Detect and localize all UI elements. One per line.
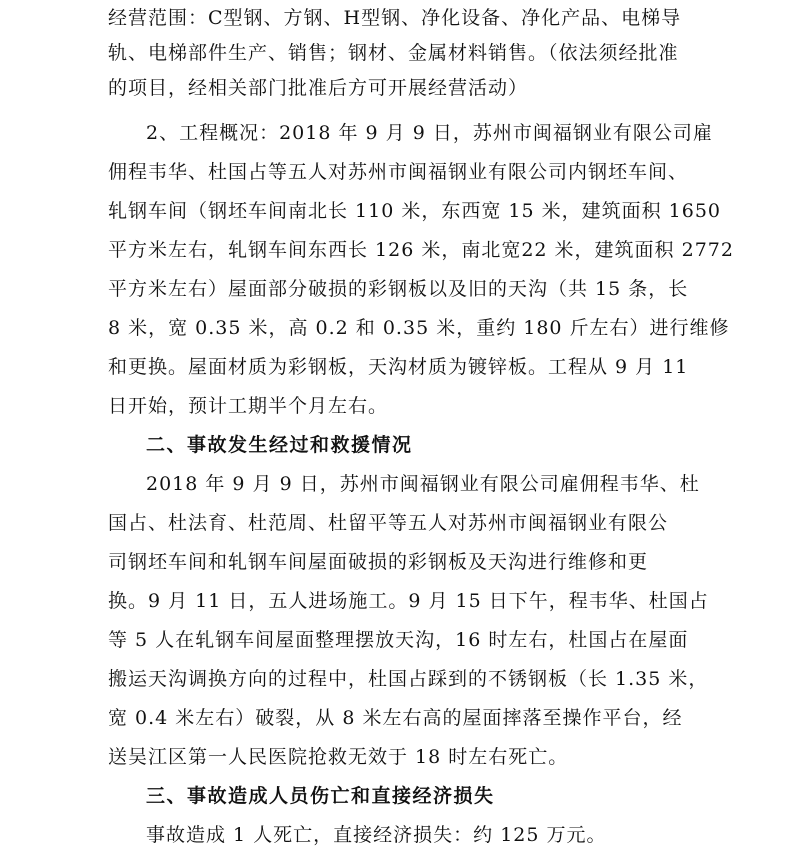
text-line: 司钢坯车间和轧钢车间屋面破损的彩钢板及天沟进行维修和更 — [108, 551, 649, 573]
text-line: 平方米左右）屋面部分破损的彩钢板以及旧的天沟（共 15 条，长 — [108, 278, 689, 300]
section-heading: 三、事故造成人员伤亡和直接经济损失 — [146, 785, 495, 807]
text-line: 国占、杜法育、杜范周、杜留平等五人对苏州市闽福钢业有限公 — [108, 512, 669, 534]
text-line: 宽 0.4 米左右）破裂，从 8 米左右高的屋面摔落至操作平台，经 — [108, 707, 683, 729]
text-line: 的项目，经相关部门批准后方可开展经营活动） — [108, 77, 529, 99]
text-line: 搬运天沟调换方向的过程中，杜国占踩到的不锈钢板（长 1.35 米， — [108, 668, 709, 690]
text-line: 事故造成 1 人死亡，直接经济损失：约 125 万元。 — [146, 824, 607, 846]
text-line: 等 5 人在轧钢车间屋面整理摆放天沟，16 时左右，杜国占在屋面 — [108, 629, 689, 651]
text-line: 佣程韦华、杜国占等五人对苏州市闽福钢业有限公司内钢坯车间、 — [108, 161, 689, 183]
text-line: 经营范围：C型钢、方钢、H型钢、净化设备、净化产品、电梯导 — [108, 7, 682, 29]
text-line: 平方米左右，轧钢车间东西长 126 米，南北宽22 米，建筑面积 2772 — [108, 239, 734, 261]
text-line: 送吴江区第一人民医院抢救无效于 18 时左右死亡。 — [108, 746, 569, 768]
text-line: 轨、电梯部件生产、销售；钢材、金属材料销售。（依法须经批准 — [108, 42, 679, 64]
text-line: 轧钢车间（钢坯车间南北长 110 米，东西宽 15 米，建筑面积 1650 — [108, 200, 721, 222]
text-line: 和更换。屋面材质为彩钢板，天沟材质为镀锌板。工程从 9 月 11 — [108, 356, 689, 378]
text-line: 2、工程概况：2018 年 9 月 9 日，苏州市闽福钢业有限公司雇 — [146, 122, 713, 144]
text-line: 换。9 月 11 日，五人进场施工。9 月 15 日下午，程韦华、杜国占 — [108, 590, 709, 612]
text-line: 日开始，预计工期半个月左右。 — [108, 395, 389, 417]
text-line: 8 米，宽 0.35 米，高 0.2 和 0.35 米，重约 180 斤左右）进行维修 — [108, 317, 730, 339]
section-heading: 二、事故发生经过和救援情况 — [146, 434, 413, 456]
text-line: 2018 年 9 月 9 日，苏州市闽福钢业有限公司雇佣程韦华、杜 — [146, 473, 700, 495]
